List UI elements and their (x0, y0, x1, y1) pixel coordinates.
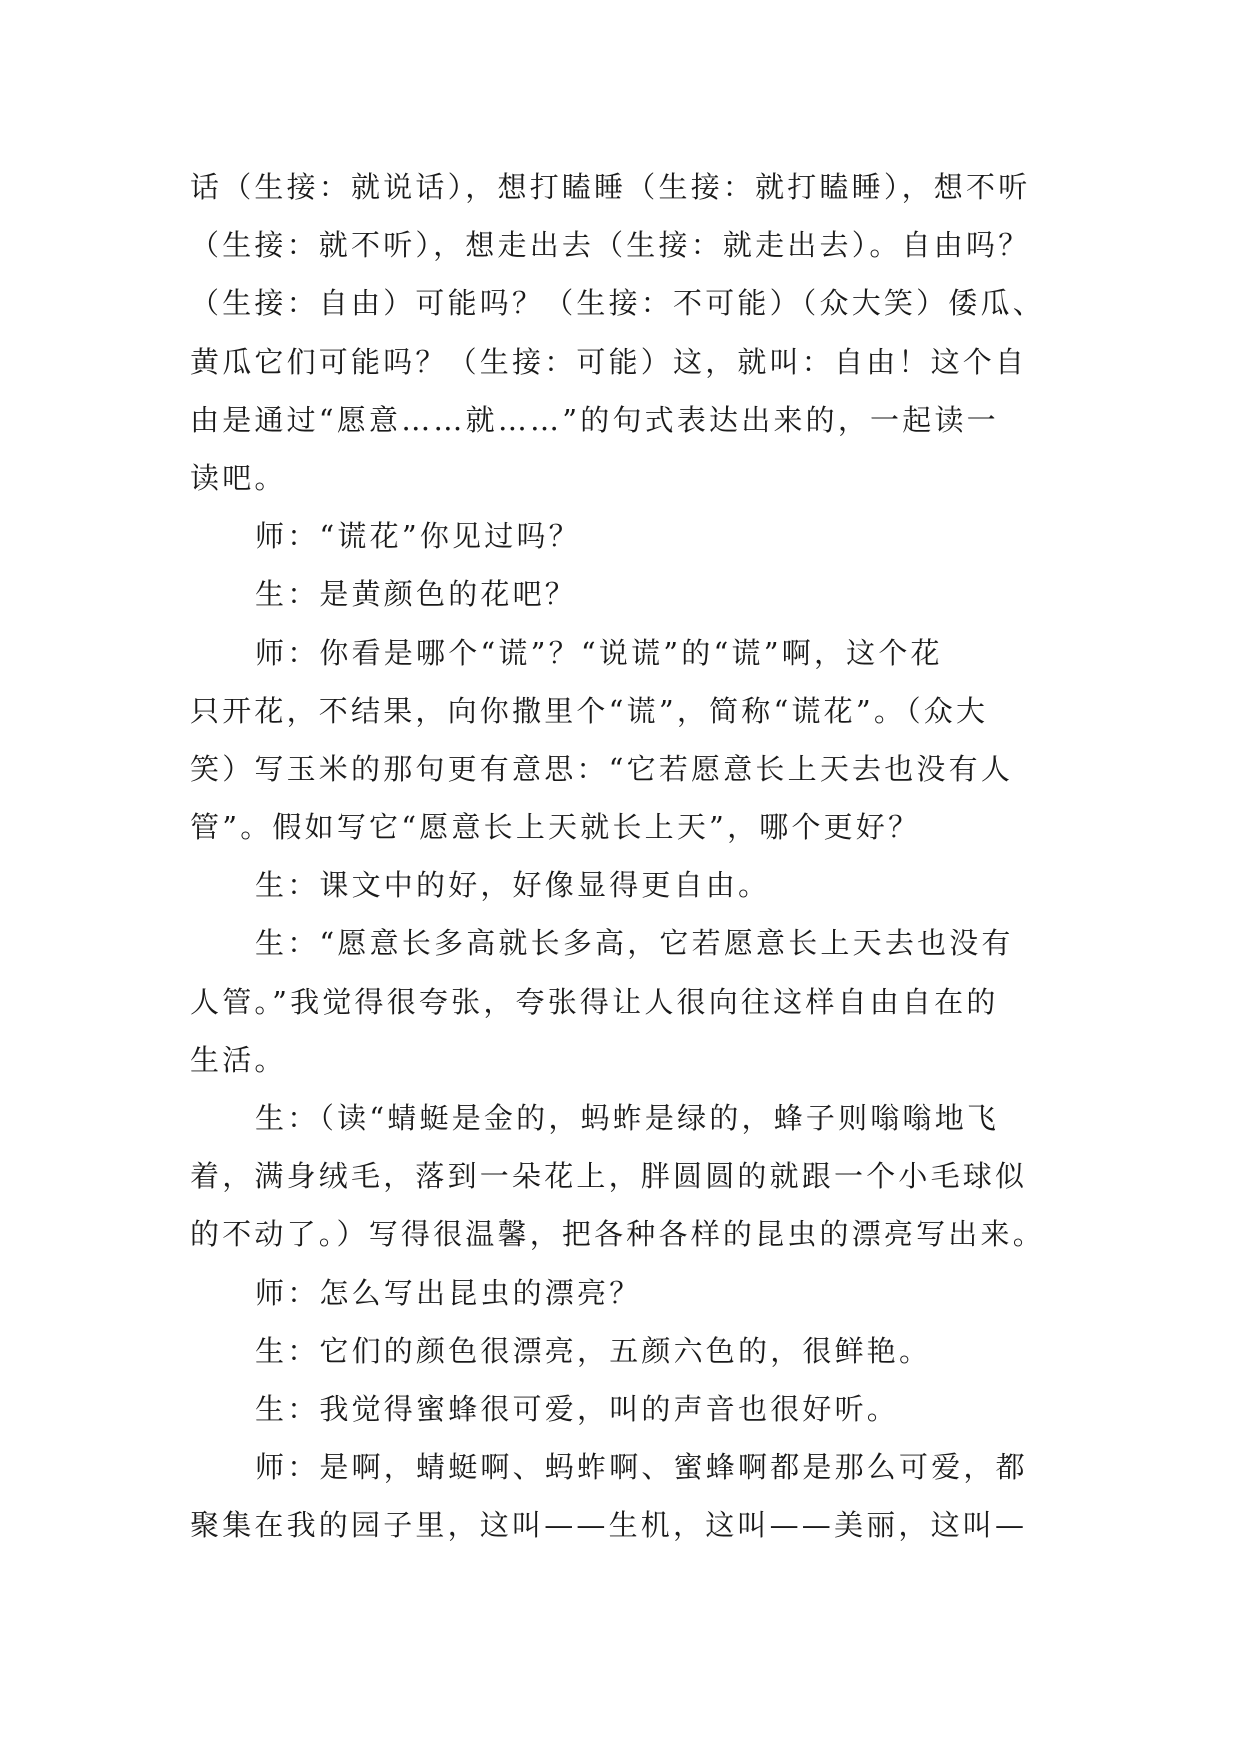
text-line: 生：“愿意长多高就长多高，它若愿意长上天去也没有 (255, 926, 1014, 961)
paragraph (190, 1089, 1060, 1264)
text-line: 生：它们的颜色很漂亮，五颜六色的，很鲜艳。 (255, 1333, 932, 1368)
text-line: 管”。假如写它“愿意长上天就长上天”，哪个更好？ (190, 810, 921, 845)
text-line: 师：你看是哪个“谎”？“说谎”的“谎”啊，这个花 (255, 635, 943, 670)
text-line: 生：课文中的好，好像显得更自由。 (255, 868, 771, 903)
text-line: 由是通过“愿意……就……”的句式表达出来的，一起读一 (190, 402, 999, 437)
text-line: 读吧。 (190, 460, 287, 495)
text-line: 师：是啊，蜻蜓啊、蚂蚱啊、蜜蜂啊都是那么可爱，都 (255, 1450, 1028, 1485)
document-body (190, 158, 1060, 1555)
text-line: 生：我觉得蜜蜂很可爱，叫的声音也很好听。 (255, 1391, 900, 1426)
text-line: 黄瓜它们可能吗？（生接：可能）这，就叫：自由！这个自 (190, 344, 1028, 379)
text-line: 生活。 (190, 1042, 287, 1077)
paragraph (190, 1264, 1060, 1322)
paragraph (190, 158, 1060, 507)
paragraph (190, 856, 1060, 914)
text-line: （生接：就不听），想走出去（生接：就走出去）。自由吗？ (190, 228, 1031, 263)
text-line: 聚集在我的园子里，这叫——生机，这叫——美丽，这叫— (190, 1508, 1028, 1543)
text-line: 人管。”我觉得很夸张，夸张得让人很向往这样自由自在的 (190, 984, 999, 1019)
text-line: 的不动了。）写得很温馨，把各种各样的昆虫的漂亮写出来。 (190, 1217, 1045, 1252)
text-line: 笑）写玉米的那句更有意思：“它若愿意长上天去也没有人 (190, 751, 1014, 786)
paragraph (190, 1380, 1060, 1438)
paragraph (190, 1322, 1060, 1380)
text-line: 话（生接：就说话），想打瞌睡（生接：就打瞌睡），想不听 (190, 170, 1031, 204)
paragraph (190, 565, 1060, 623)
text-line: 只开花，不结果，向你撒里个“谎”，简称“谎花”。（众大 (190, 693, 989, 728)
text-line: （生接：自由）可能吗？（生接：不可能）（众大笑）倭瓜、 (190, 286, 1045, 321)
text-line: 师：怎么写出昆虫的漂亮？ (255, 1275, 642, 1310)
text-line: 生：是黄颜色的花吧？ (255, 577, 578, 612)
text-line: 着，满身绒毛，落到一朵花上，胖圆圆的就跟一个小毛球似 (190, 1159, 1028, 1194)
paragraph (190, 624, 1060, 857)
paragraph (190, 914, 1060, 1089)
text-line: 生：（读“蜻蜓是金的，蚂蚱是绿的，蜂子则嗡嗡地飞 (255, 1101, 1000, 1135)
paragraph (190, 1438, 1060, 1554)
text-line: 师：“谎花”你见过吗？ (255, 519, 581, 554)
paragraph (190, 507, 1060, 565)
